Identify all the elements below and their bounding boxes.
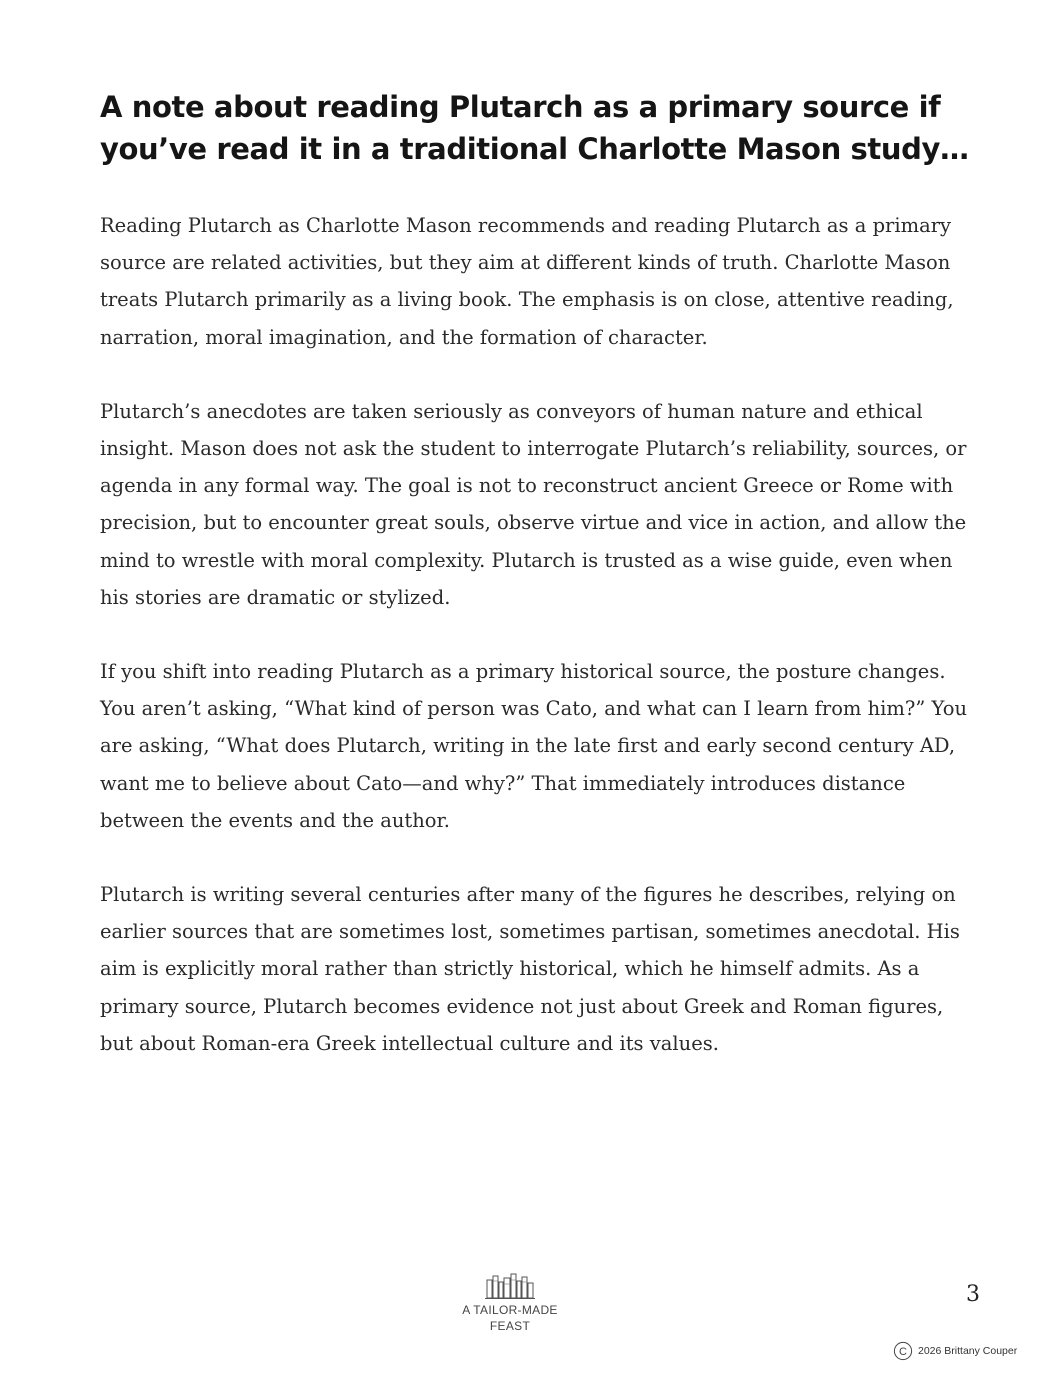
page-title: A note about reading Plutarch as a primary source if you’ve read it in a traditional Charlotte Mason study…: [100, 90, 969, 166]
page-number: 3: [966, 1282, 980, 1307]
copyright-text: 2026 Brittany Couper: [918, 1345, 1018, 1357]
copyright-notice: [893, 1341, 1017, 1361]
books-icon: [484, 1272, 536, 1300]
paragraph: Plutarch is writing several centuries after many of the figures he describes, relying on earlier sources that are sometimes lost, sometimes partisan, sometimes anecdotal. His aim is explicitly moral rather than strictly historical, which he himself admits. As a primary source, Plutarch becomes evidence not just about Greek and Roman figures, but about Roman-era Greek intellectual culture and its values.: [100, 883, 960, 1055]
paragraph: If you shift into reading Plutarch as a primary historical source, the posture changes. You aren’t asking, “What kind of person was Cato, and what can I learn from him?” You are asking, “What does Plutarch, writing in the late first and early second century AD, want me to believe about Cato—and why?” That immediately introduces distance between the events and the author.: [100, 660, 968, 832]
logo-text-line2: FEAST: [489, 1319, 531, 1333]
body-text: [100, 207, 980, 1099]
copyright-symbol: C: [899, 1346, 907, 1358]
footer-logo: [440, 1272, 580, 1334]
copyright-icon: [893, 1341, 913, 1361]
paragraph: Plutarch’s anecdotes are taken seriously as conveyors of human nature and ethical insight. Mason does not ask the student to interrogate Plutarch’s reliability, sources, or agenda in any formal way. The goal is not to reconstruct ancient Greece or Rome with precision, but to encounter great souls, observe virtue and vice in action, and allow the mind to wrestle with moral complexity. Plutarch is trusted as a wise guide, even when his stories are dramatic or stylized.: [100, 399, 967, 609]
paragraph: Reading Plutarch as Charlotte Mason recommends and reading Plutarch as a primary source are related activities, but they aim at different kinds of truth. Charlotte Mason treats Plutarch primarily as a living book. The emphasis is on close, attentive reading, narration, moral imagination, and the formation of character.: [100, 214, 954, 349]
logo-text-line1: A TAILOR-MADE: [462, 1303, 558, 1317]
